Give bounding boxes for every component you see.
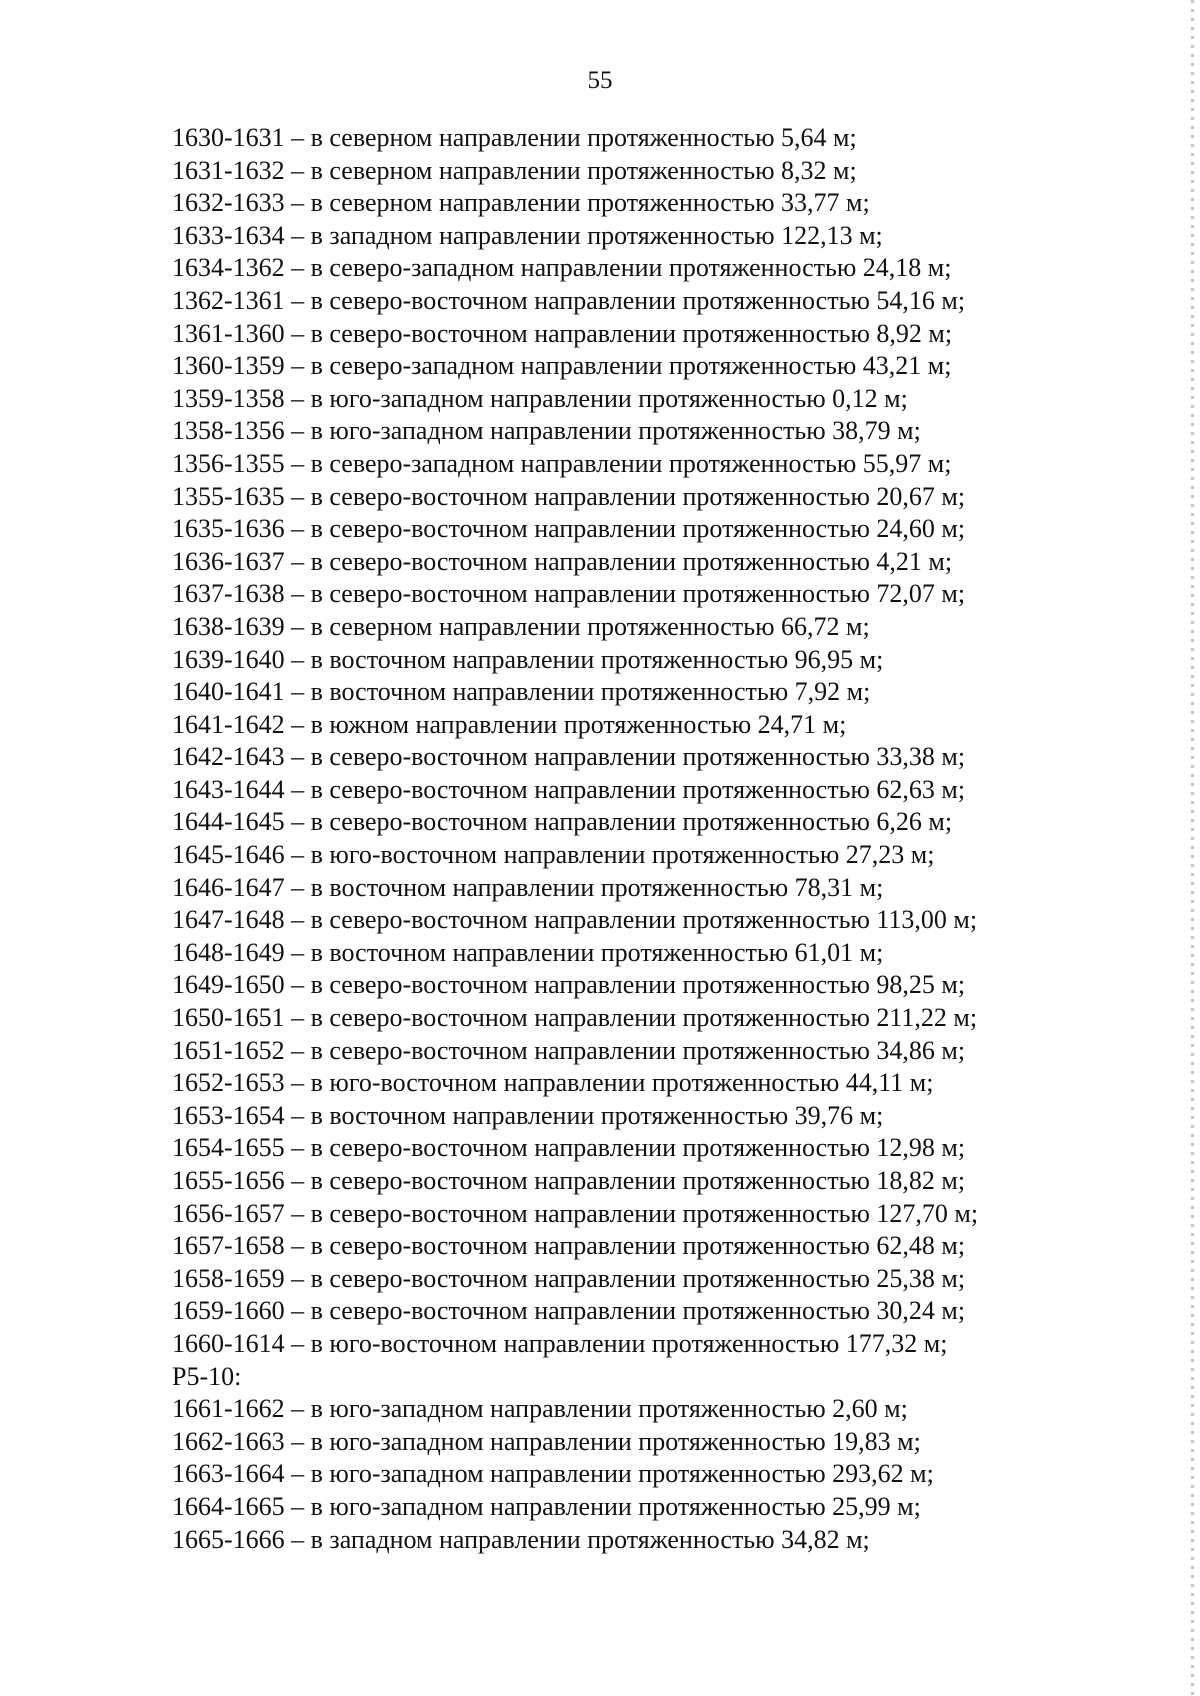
boundary-line: 1653-1654 – в восточном направлении протяженностью 39,76 м; xyxy=(172,1100,884,1130)
boundary-line: 1659-1660 – в северо-восточном направлении протяженностью 30,24 м; xyxy=(172,1296,966,1326)
boundary-line: 1639-1640 – в восточном направлении протяженностью 96,95 м; xyxy=(172,644,884,674)
boundary-line: 1643-1644 – в северо-восточном направлении протяженностью 62,63 м; xyxy=(172,774,966,804)
boundary-line: 1642-1643 – в северо-восточном направлении протяженностью 33,38 м; xyxy=(172,742,966,772)
boundary-line: 1355-1635 – в северо-восточном направлении протяженностью 20,67 м; xyxy=(172,481,966,511)
boundary-line: 1649-1650 – в северо-восточном направлении протяженностью 98,25 м; xyxy=(172,970,966,1000)
boundary-line: 1631-1632 – в северном направлении протяженностью 8,32 м; xyxy=(172,155,857,185)
section-heading: Р5-10: xyxy=(172,1361,242,1391)
boundary-line: 1647-1648 – в северо-восточном направлении протяженностью 113,00 м; xyxy=(172,905,978,935)
boundary-line: 1661-1662 – в юго-западном направлении протяженностью 2,60 м; xyxy=(172,1394,908,1424)
boundary-line: 1637-1638 – в северо-восточном направлении протяженностью 72,07 м; xyxy=(172,579,966,609)
boundary-line: 1651-1652 – в северо-восточном направлении протяженностью 34,86 м; xyxy=(172,1035,966,1065)
boundary-line: 1362-1361 – в северо-восточном направлении протяженностью 54,16 м; xyxy=(172,285,966,315)
boundary-line: 1665-1666 – в западном направлении протяженностью 34,82 м; xyxy=(172,1524,870,1554)
boundary-line: 1652-1653 – в юго-восточном направлении протяженностью 44,11 м; xyxy=(172,1068,934,1098)
boundary-line: 1358-1356 – в юго-западном направлении протяженностью 38,79 м; xyxy=(172,416,921,446)
boundary-line: 1360-1359 – в северо-западном направлении протяженностью 43,21 м; xyxy=(172,351,952,381)
boundary-line: 1650-1651 – в северо-восточном направлении протяженностью 211,22 м; xyxy=(172,1003,978,1033)
boundary-line: 1630-1631 – в северном направлении протяженностью 5,64 м; xyxy=(172,123,857,152)
boundary-line: 1660-1614 – в юго-восточном направлении протяженностью 177,32 м; xyxy=(172,1328,948,1358)
boundary-line: 1632-1633 – в северном направлении протяженностью 33,77 м; xyxy=(172,188,870,218)
boundary-line: 1664-1665 – в юго-западном направлении протяженностью 25,99 м; xyxy=(172,1491,921,1521)
page-number: 55 xyxy=(587,67,613,94)
boundary-line: 1646-1647 – в восточном направлении протяженностью 78,31 м; xyxy=(172,872,884,902)
boundary-line: 1655-1656 – в северо-восточном направлении протяженностью 18,82 м; xyxy=(172,1166,966,1195)
boundary-line: 1645-1646 – в юго-восточном направлении протяженностью 27,23 м; xyxy=(172,840,935,870)
boundary-line: 1658-1659 – в северо-восточном направлении протяженностью 25,38 м; xyxy=(172,1263,966,1293)
boundary-line: 1644-1645 – в северо-восточном направлении протяженностью 6,26 м; xyxy=(172,807,953,837)
boundary-line: 1662-1663 – в юго-западном направлении протяженностью 19,83 м; xyxy=(172,1426,921,1456)
boundary-line: 1648-1649 – в восточном направлении протяженностью 61,01 м; xyxy=(172,937,884,967)
boundary-line: 1356-1355 – в северо-западном направлении протяженностью 55,97 м; xyxy=(172,448,952,478)
boundary-line: 1663-1664 – в юго-западном направлении протяженностью 293,62 м; xyxy=(172,1459,934,1489)
boundary-line: 1641-1642 – в южном направлении протяженностью 24,71 м; xyxy=(172,709,847,739)
boundary-line: 1640-1641 – в восточном направлении протяженностью 7,92 м; xyxy=(172,677,871,707)
boundary-line: 1634-1362 – в северо-западном направлении протяженностью 24,18 м; xyxy=(172,253,952,283)
boundary-line: 1654-1655 – в северо-восточном направлении протяженностью 12,98 м; xyxy=(172,1133,966,1163)
boundary-line: 1361-1360 – в северо-восточном направлении протяженностью 8,92 м; xyxy=(172,318,953,348)
boundary-line: 1638-1639 – в северном направлении протяженностью 66,72 м; xyxy=(172,611,870,641)
boundary-line: 1359-1358 – в юго-западном направлении протяженностью 0,12 м; xyxy=(172,383,908,413)
boundary-line: 1635-1636 – в северо-восточном направлении протяженностью 24,60 м; xyxy=(172,514,966,544)
boundary-line: 1636-1637 – в северо-восточном направлении протяженностью 4,21 м; xyxy=(172,546,953,576)
boundary-line: 1656-1657 – в северо-восточном направлении протяженностью 127,70 м; xyxy=(172,1198,979,1228)
scan-edge-artifact xyxy=(1191,0,1194,1696)
boundary-line: 1657-1658 – в северо-восточном направлении протяженностью 62,48 м; xyxy=(172,1231,966,1261)
boundary-description-list xyxy=(172,122,1072,1556)
boundary-line: 1633-1634 – в западном направлении протяженностью 122,13 м; xyxy=(172,220,883,250)
